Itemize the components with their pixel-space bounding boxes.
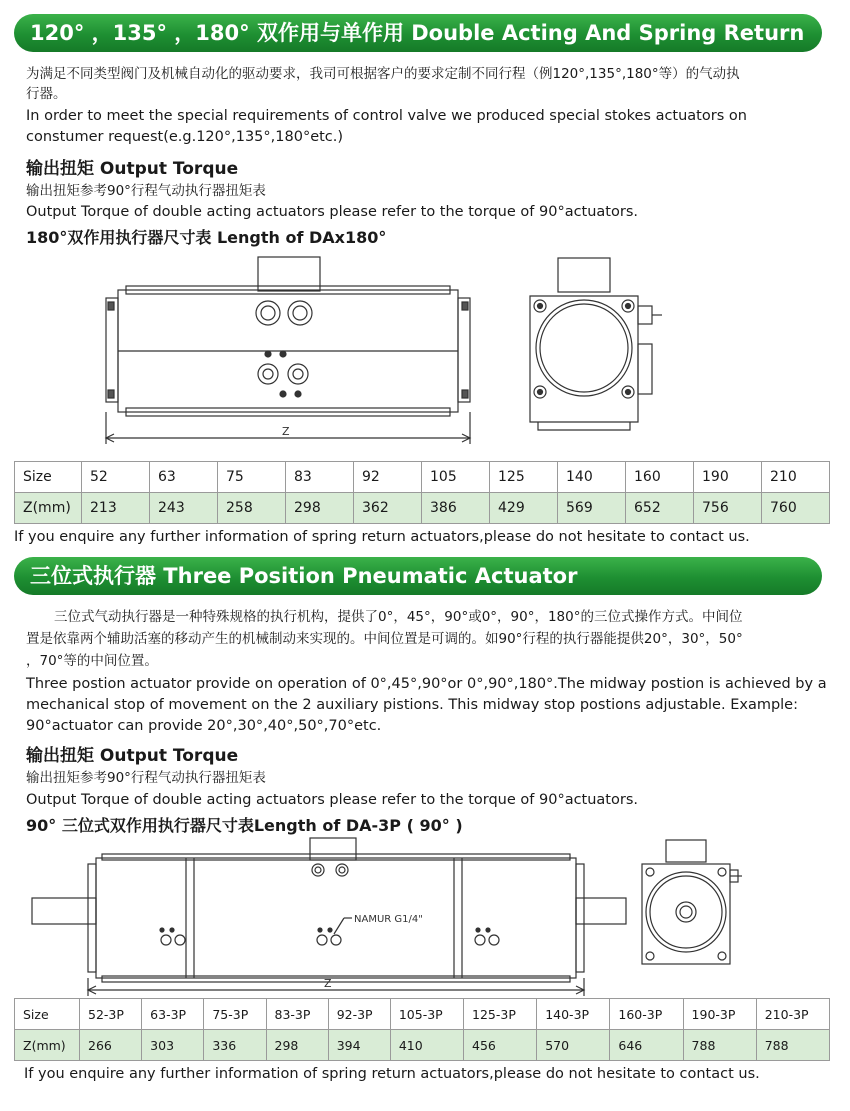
size-header: Size (15, 999, 80, 1030)
section2-en-intro-line3: 90°actuator can provide 20°,30°,40°,50°,70°etc. (26, 718, 382, 734)
table-cell: 125 (490, 462, 558, 493)
table-cell: 298 (266, 1030, 328, 1061)
table-cell: 125-3P (464, 999, 537, 1030)
table-cell: 190-3P (683, 999, 756, 1030)
table-cell: 190 (694, 462, 762, 493)
table-row (15, 493, 830, 524)
section2-en-intro-line1: Three postion actuator provide on operation of 0°,45°,90°or 0°,90°,180°.The midway postion is achieved by a (26, 676, 827, 692)
three-position-side-drawing (28, 836, 640, 1000)
table-cell: 336 (204, 1030, 266, 1061)
table-cell: 362 (354, 493, 422, 524)
table-cell: 652 (626, 493, 694, 524)
table-cell: 788 (683, 1030, 756, 1061)
table-cell: 646 (610, 1030, 683, 1061)
table-cell: 394 (328, 1030, 390, 1061)
table-row (15, 1030, 830, 1061)
section1-footer-note: If you enquire any further information of spring return actuators,please do not hesitate to contact us. (14, 529, 750, 545)
section2-footer-note: If you enquire any further information of spring return actuators,please do not hesitate to contact us. (24, 1066, 760, 1082)
table-cell: 160 (626, 462, 694, 493)
table-cell: 570 (537, 1030, 610, 1061)
table-cell: 160-3P (610, 999, 683, 1030)
table-cell: 105-3P (390, 999, 463, 1030)
table-cell: 760 (762, 493, 830, 524)
table-cell: 140 (558, 462, 626, 493)
section2-torque-en: Output Torque of double acting actuators please refer to the torque of 90°actuators. (26, 792, 638, 808)
z-header: Z(mm) (15, 493, 82, 524)
table-cell: 210-3P (756, 999, 829, 1030)
table-cell: 63-3P (142, 999, 204, 1030)
table-cell: 75 (218, 462, 286, 493)
section1-cn-intro-line2: 行器。 (26, 86, 67, 102)
namur-port-label: NAMUR G1/4" (354, 914, 423, 925)
section1-length-title: 180°双作用执行器尺寸表 Length of DAx180° (26, 228, 387, 247)
table-cell: 52 (82, 462, 150, 493)
section1-torque-title: 输出扭矩 Output Torque (26, 159, 239, 179)
section1-cn-intro-line1: 为满足不同类型阀门及机械自动化的驱动要求，我司可根据客户的要求定制不同行程（例120°,135°,180°等）的气动执 (26, 66, 740, 82)
section1-torque-cn: 输出扭矩参考90°行程气动执行器扭矩表 (26, 183, 266, 199)
section1-torque-en: Output Torque of double acting actuators please refer to the torque of 90°actuators. (26, 204, 638, 220)
table-cell: 52-3P (80, 999, 142, 1030)
section2-banner (14, 557, 822, 595)
table-cell: 63 (150, 462, 218, 493)
section1-banner (14, 14, 822, 52)
table-cell: 303 (142, 1030, 204, 1061)
table-cell: 788 (756, 1030, 829, 1061)
table-cell: 258 (218, 493, 286, 524)
three-position-end-drawing (636, 836, 746, 976)
section2-length-title: 90° 三位式双作用执行器尺寸表Length of DA-3P ( 90° ) (26, 816, 463, 835)
section2-cn-intro-line3: ，70°等的中间位置。 (26, 653, 158, 669)
section1-en-intro-line2: constumer request(e.g.120°,135°,180°etc.) (26, 129, 344, 145)
section2-dimensions-table (14, 998, 830, 1061)
table-cell: 410 (390, 1030, 463, 1061)
table-cell: 75-3P (204, 999, 266, 1030)
z-header: Z(mm) (15, 1030, 80, 1061)
table-cell: 92-3P (328, 999, 390, 1030)
table-cell: 298 (286, 493, 354, 524)
actuator-side-drawing (90, 252, 500, 452)
actuator-end-drawing (518, 252, 668, 432)
table-cell: 83-3P (266, 999, 328, 1030)
table-row (15, 999, 830, 1030)
table-cell: 569 (558, 493, 626, 524)
section2-banner-title: 三位式执行器 Three Position Pneumatic Actuator (30, 564, 578, 588)
table-cell: 243 (150, 493, 218, 524)
section2-torque-title: 输出扭矩 Output Torque (26, 746, 239, 766)
table-cell: 83 (286, 462, 354, 493)
table-cell: 266 (80, 1030, 142, 1061)
table-row (15, 462, 830, 493)
table-cell: 140-3P (537, 999, 610, 1030)
section1-banner-title: 120° ，135° ，180° 双作用与单作用 Double Acting And Spring Return (30, 21, 805, 45)
section1-dimensions-table (14, 461, 830, 524)
drawing2-z-label: Z (324, 977, 332, 990)
table-cell: 105 (422, 462, 490, 493)
table-cell: 756 (694, 493, 762, 524)
section2-en-intro-line2: mechanical stop of movement on the 2 auxiliary pistions. This midway stop postions adjustable. Example: (26, 697, 798, 713)
section2-torque-cn: 输出扭矩参考90°行程气动执行器扭矩表 (26, 770, 266, 786)
table-cell: 386 (422, 493, 490, 524)
drawing1-z-label: Z (282, 425, 290, 438)
table-cell: 213 (82, 493, 150, 524)
table-cell: 92 (354, 462, 422, 493)
table-cell: 456 (464, 1030, 537, 1061)
section2-cn-intro-line2: 置是依靠两个辅助活塞的移动产生的机械制动来实现的。中间位置是可调的。如90°行程的执行器能提供20°，30°，50° (26, 631, 743, 647)
section1-en-intro-line1: In order to meet the special requirements of control valve we produced special stokes actuators on (26, 108, 747, 124)
table-cell: 210 (762, 462, 830, 493)
size-header: Size (15, 462, 82, 493)
table-cell: 429 (490, 493, 558, 524)
section2-cn-intro-line1: 三位式气动执行器是一种特殊规格的执行机构，提供了0°，45°，90°或0°，90°，180°的三位式操作方式。中间位 (54, 609, 743, 625)
